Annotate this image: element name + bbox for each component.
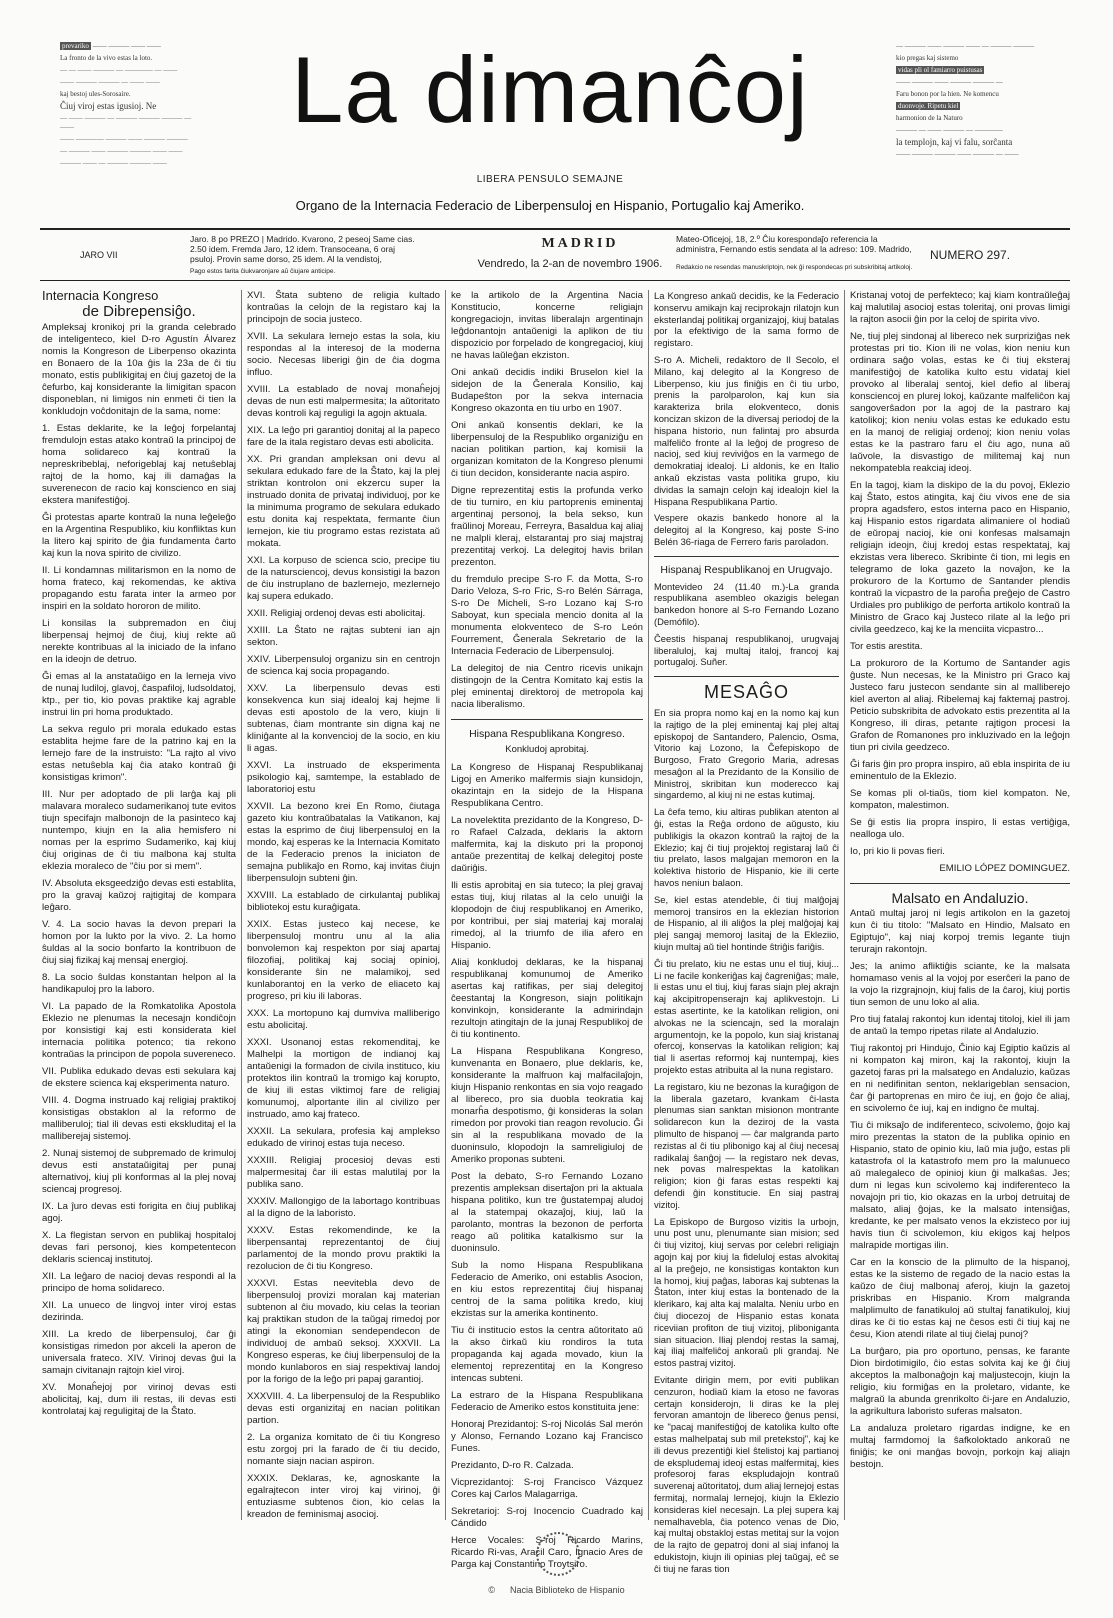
paragraph: XXIX. Estas justeco kaj necese, ke liberpensuloj montru unu al la alia bonvolemon kaj respekton por siaj apartaj filozofiaj, politikaj kaj sociaj opinioj, konsiderante ŝin ne malamikoj, sed kunlaborantoj en la verko de eliaceto kaj progreso, pri kiu ili laboras. xyxy=(247,919,440,1002)
paragraph: ke la artikolo de la Argentina Nacia Konstitucio, koncerne religiajn kongregaciojn, invitas liberalajn argentinajn leĝdonantojn antaŭenigi la aplikon de tiu dispozicio por forpelado de kongregacioj, kiuj ne havas laŭleĝan ekziston. xyxy=(451,290,643,361)
paragraph: Montevideo 24 (11.40 m.)-La granda respublikana asembleo okazigis belegan bankedon honore al S-ro Fernando Lozano (Demófilo). xyxy=(654,580,839,627)
paragraph: 2. Nunaj sistemoj de subpremado de krimuloj devus esti anstataŭigitaj per punaj alternativoj, kiuj pli konformas al la plej novaj sciencaj progresoj. xyxy=(42,1148,236,1195)
paragraph: VII. Publika edukado devas esti sekulara kaj de ekstere scienca kaj eksperimenta naturo. xyxy=(42,1066,236,1089)
paragraph: XX. Pri grandan ampleksan oni devu al sekulara edukado fare de la Ŝtato, kaj la plej striktan kontrolon oni ekzercu super la instruado donita de privataj individuoj, por ke la minimuma programo de sekulara edukado estu donita kaj respektata, fermante ĉiun lernejon, kie tiu programo estas rezistata aŭ mokata. xyxy=(247,454,440,549)
paragraph: VI. La papado de la Romkatolika Apostola Eklezio ne plenumas la necesajn kondiĉojn por konsistigi kaj esti konsiderata kiel internacia politika potenco; tia rekono kontraŭas la principon de popola suvereneco. xyxy=(42,1001,236,1060)
paragraph: La novelektita prezidanto de la Kongreso, D-ro Rafael Calzada, deklaris la aktorn malfermita, kaj la diskuto pri la proponoj antaŭe prezentitaj de kelkaj delegitoj poste daŭriĝis. xyxy=(451,815,643,874)
paragraph: La ĉefa temo, kiu altiras publikan atenton al ĝi, estas la Reĝa ordono de aŭgusto, kiu publikigis la okazon kontraŭ la rajtoj de la Eklezio; kaj ĉi tiuj projektoj registaraj laŭ ĉi tiu prelato, lasos malgajan memoron en la kolektiva historio de Hispanio, kie ili certe havos neniun balaon. xyxy=(654,806,839,889)
library-stamp xyxy=(536,1532,580,1576)
paragraph: Ĝi protestas aparte kontraŭ la nuna leĝeleĝo en la Argentina Respubliko, kiu konfliktas kun la litero kaj spirito de ĝia fundamenta ĉarto kaj kun la nova spirito de civilizo. xyxy=(42,512,236,559)
paragraph: La estraro de la Hispana Respublikana Federacio de Ameriko estos konstituita jene: xyxy=(451,1390,643,1413)
paragraph: La registaro, kiu ne bezonas la kuraĝigon de la liberala gazetaro, kvankam ĉi-lasta plenumas sian sanktan misionon montrante solidarecon kun la deziroj de la vasta plimulto de hispanoj — ĉar malgranda parto rezistas al ĉi tiu plibonigo kaj al ĉiuj necesaj radikalaj ŝanĝoj — la registaro nek devas, nek povas malrespektas la katolikan religion; kion ĝi faras estas respekti kaj defendi ĝin konstitucie. En siaj pastraj vizitoj. xyxy=(654,1080,839,1210)
paragraph: 2. La organiza komitato de ĉi tiu Kongreso estu zorgoj pri la farado de ĉi tiu decido, nomante siajn nacian aspiron. xyxy=(247,1432,440,1467)
paragraph: En la tagoj, kiam la diskipo de la du povoj, Eklezio kaj Ŝtato, estos atingita, kaj ĉiu vivos ene de sia propra agadsfero, estos interna paco en Hispanio, kaj Hispanio estos rigardata alimaniere ol hodiaŭ de eŭropaj nacioj, kie oni konfesas malsamajn religiajn ideojn, ĉiuj kredoj estas respektataj, kaj ekzistas vera libereco. Skribinte ĉi tion, mi legis en telegramo de loka gazeto la novaĵon, ke la prokuroro de la Kortumo de Santander plendis kontraŭ la vicpastro de la paroĥa preĝejo de Castro Urdiales pro publikigo de perforta artikolo kontraŭ la Ministro de Graco kaj Justeco rilate al la leĝo pri civila geedzeco, kaj ke la menciita vicpastro... xyxy=(850,480,1070,635)
paragraph: Tiuj rakontoj pri Hindujo, Ĉinio kaj Egiptio kaŭzis al ni kompaton kaj miron, kaj la rakontoj, kiujn la gazetoj faras pri la malsatego en Andaluzio, kaŭzas en ni nedifinitan senton, neklarigeblan sensacion, ĉar ĝi partoprenas en miro ĉe iuj, en ĝojo ĉe aliaj, en scivolemo ĉe iuj, kaj en indigno ĉe multaj. xyxy=(850,1043,1070,1114)
right-quotes-box: — ——— —— ——— —— — ——— ——— kio pregas kaj sistemo vidas pli ol famiarro puistusas —— ——— —— ——— ——— — Faru bonon por la hien. Ne komencu duonvoje. Ripetu kiel harmonion de la Naturo ——— — —— ——— — ———— la templojn, kaj vi falu, sorĉanta —— ——— ——— —— ——— — —— xyxy=(896,42,1066,222)
left-quote-tag: prevariko xyxy=(62,42,89,50)
newspaper-organ-line: Organo de la Internacia Federacio de Liberpensuloj en Hispanio, Portugalio kaj Ameriko. xyxy=(295,198,805,213)
paragraph: Honoraj Prezidantoj: S-roj Nicolás Sal merón y Alonso, Fernando Lozano kaj Francisco Funes. xyxy=(451,1419,643,1454)
paragraph: IX. La ĵuro devas esti forigita en ĉiuj publikaj agoj. xyxy=(42,1201,236,1224)
paragraph: VIII. 4. Dogma instruado kaj religiaj praktikoj konsistigas obstaklon al la reformo de malliberuloj; tial ili devas esti ekskluditaj el la malliberejaj sistemoj. xyxy=(42,1095,236,1142)
article-title-message: MESAĜO xyxy=(703,682,789,703)
paragraph: En sia propra nomo kaj en la nomo kaj kun la rajtigo de la plej eminentaj kaj plej altaj episkopoj de Santandero, Palencio, Osma, Vitorio kaj Lozono, la Ĉefepiskopo de Burgoso, Frato Gregorio Maria, adresas mesaĝon al la Prezidanto de la Konsilio de Ministroj, skribitan kun moderecco kaj singardemo, al kiuj ni ne estas kutimaj. xyxy=(654,706,839,801)
article-subtitle-conclusions: Konkludoj aprobitaj. xyxy=(505,744,589,755)
year-label: JARO VII xyxy=(80,250,118,260)
paragraph: La sekva regulo pri morala edukado estas establita hejme fare de la patrino kaj en la lernejo fare de la instruisto: "La rajto al vivo estas netuŝebla kaj ĉia atako kontraŭ ĝi konsistigas krimon". xyxy=(42,724,236,783)
article-title-famine: Malsato en Andaluzio. xyxy=(891,890,1029,906)
paragraph: du fremdulo precipe S-ro F. da Motta, S-ro Dario Veloza, S-ro Fric, S-ro Belén Sárraga, S-ro De Micheli, S-ro Lozano kaj S-ro Saboyat, kun speciala mencio donita al la monumenta elokventeco de S-ro León Fourrement, Ĝenerala Sekretario de la Internacia Federacio de Liberpensuloj. xyxy=(451,574,643,657)
paragraph: La prokuroro de la Kortumo de Santander agis ĝuste. Nun necesas, ke la Ministro pri Graco kaj Justeco faru justecon sendante sin al malliberejo kiel averton al aliaj. Ribelemaj kaj faktemaj pastroj. Peticio subskribita de advokato estis prezentita al la Kongreso, ili diras, petante rajtigon procesi la Grafon de Romanones pro inkluzivado en la leĝojn tiun pri civila geedzeco. xyxy=(850,658,1070,753)
paragraph: Kristanaj votoj de perfekteco; kaj kiam kontraŭleĝaj kaj malutilaj asocioj estas toleritaj, oni provas limigi la rajton asocii ĝin por la celoj de spirita vivo. xyxy=(850,290,1070,325)
article-title-congress: Internacia Kongreso xyxy=(42,288,159,303)
paragraph: III. Nur per adoptado de pli larĝa kaj pli malavara moraleco sudamerikanoj tute evitos tiujn specifajn malbonojn de la pasinteco kaj nuntempo, kiujn en la alia hemisfero ni nomas per la esprimo Sudameriko, kaj kiuj ĉiuj originas de ĉi tiu malbona kaj stulta eklezia moraleco de "ĉiu por si mem". xyxy=(42,789,236,872)
paragraph: Car en la konscio de la plimulto de la hispanoj, estas ke la sistemo de regado de la nacio estas la kaŭzo de ĉiuj malbonaj aferoj, kiujn la gazetoj priskribas en Hispanio. Krom malgranda malplimulto de fanatikuloj aŭ stultaj fanatikuloj, kiuj diras ke ĉi tio estas kaj ne ĉesos esti ĉi tiuj kaj ne ĉesu, Kion atendi rilate al tiuj ĉielaj punoj? xyxy=(850,1257,1070,1340)
paragraph: IV. Absoluta eksgeedziĝo devas esti establita, pro la gravaj kaŭzoj rajtigitaj de kompara leĝaro. xyxy=(42,878,236,913)
column-2 xyxy=(247,290,440,1520)
issue-number: NUMERO 297. xyxy=(930,248,1011,262)
paragraph: La Kongreso ankaŭ decidis, ke la Federacio konservu amikajn kaj reciprokajn rilatojn kun eksterlandaj politikaj organizajoj, kiuj batalas por la efektivigo de la sama formo de registaro. xyxy=(654,290,839,349)
paragraph: XXIV. Liberpensuloj organizu sin en centrojn de scienca kaj socia propagando. xyxy=(247,654,440,677)
paragraph: XVI. Ŝtata subteno de religia kultado kontraŭas la celojn de la registaro kaj la principojn de socia justeco. xyxy=(247,290,440,325)
section-rule xyxy=(654,556,839,557)
paragraph: Ne, tiuj plej sindonaj al libereco nek surpriziĝas nek protestas pri tio. Kion ili ne volas, kion neniu kun ordinara saĝo volas, estas ke ĉi tiuj eksteraj manifestiĝoj de katolika kulto estu vidataj kiel provoko al liberalaj sentoj, kiel defio al liberaj konsciencoj en plurej lokoj, kaŭzante malfeliĉon kaj sangoverŝadon por la agoj de la pastraro kaj katolikoj; kion neniu volas estas ke edukado estu en la manoj de religiaj ordenoj; kion neniu volas estas ke la pastraro faru el ĉiu ago, nuna aŭ laŭvole, la disvastigo de militemaj kaj nun nekompatebla reakciaj ideoj. xyxy=(850,331,1070,474)
copyright-icon: © xyxy=(488,1585,496,1595)
paragraph: Ĉeestis hispanaj respublikanoj, urugvajaj liberaluloj, kaj multaj italoj, francoj kaj portugaloj. Suñer. xyxy=(654,632,839,668)
section-rule xyxy=(654,676,839,677)
paragraph: Ĝi faris ĝin pro propra inspiro, aŭ ebla inspirita de iu eminentulo de la Eklezio. xyxy=(850,759,1070,782)
paragraph: XXXIX. Deklaras, ke, agnoskante la egalrajtecon inter viroj kaj virinoj, ĝi entuziasme subtenos ĉion, kio celas la kreadon de feminismaj asocioj. xyxy=(247,1473,440,1520)
left-quote: La fronto de la vivo estas la loto. xyxy=(60,54,153,62)
column-divider xyxy=(648,290,649,1520)
left-quotes-box: prevariko —— ——— —— —— La fronto de la vivo estas la loto. — — —— ——— — ———— — —— —— ——— ——— — —— —— kaj bestoj ules-Sorosaire. Ĉiuj viroj estas igusioj. Ne — —— ——— — ——— ——— ——— — —— —— ———— ——— —— ——— ——— — ——— —— ——— ——— —— —— ——— —— — ——— ——— —— xyxy=(60,42,192,167)
paragraph: Ili estis aprobitaj en sia tuteco; la plej gravaj estas tiuj, kiuj rilatas al la celo unuiĝi la klopodojn de ĉiuj respublikanoj en Ameriko, por kontribui, per siaj materiaj kaj moralaj rimedoj, al la triumfo de ilia afero en Hispanio. xyxy=(451,880,643,951)
paragraph: XXVIII. La establado de cirkulantaj publikaj bibliotekoj estu kuraĝigata. xyxy=(247,890,440,913)
paragraph: Aliaj konkludoj deklaras, ke la hispanaj respublikanaj komunumoj de Ameriko asertas kaj ratifikas, per siaj delegitoj ĉeestantaj la Kongreson, siajn politikajn konvinkojn, konsiderante la admirindajn rezultojn atingitajn de la junaj Respublikoj de ĉi tiu kontinento. xyxy=(451,957,643,1040)
right-quote: la templojn, kaj vi falu, sorĉanta xyxy=(896,137,1013,147)
paragraph: La Kongreso de Hispanaj Respublikanaj Ligoj en Ameriko malfermis siajn kunsidojn, okazintajn en la sidejo de la Hispana Respublikana Centro. xyxy=(451,762,643,809)
subscription-note: Pago estos farita ĉiukvaronjare aŭ ĉiujare anticipe. xyxy=(190,268,336,275)
paragraph: Sub la nomo Hispana Respublikana Federacio de Ameriko, oni establis Asocion, en kiu estos reprezentitaj ĉiuj hispanaj centroj de la sama politika kredo, kiuj ekzistas sur la amerika kontinento. xyxy=(451,1260,643,1319)
paragraph: Prezidanto, D-ro R. Calzada. xyxy=(451,1460,574,1471)
paragraph: V. 4. La socio havas la devon prepari la homon por la lukto por la vivo. 2. La homo ŝuldas al la socio bonfarto la kontribuon de ĉiuj siaj fizikaj kaj mensaj energioj. xyxy=(42,919,236,966)
paragraph: Io, pri kio li povas fieri. xyxy=(850,846,945,857)
paragraph: Sekretarioj: S-roj Inocencio Cuadrado kaj Cándido xyxy=(451,1506,643,1529)
paragraph: La Episkopo de Burgoso vizitis la urbojn, unu post unu, plenumante sian mision; sed ĉi tiuj vizitoj, kiuj servas por celebri religiajn agojn kaj por kiuj la fideluloj estas alvokitaj al la preĝejo, ne konsistigas kontakton kun la homoj, kiuj paĝas, laboras kaj subtenas la Ŝtaton, inter kiuj estas la bontenado de la klerikaro, kaj alta kaj malalta. Neniu urbo en ĉiuj diocezoj de Hispanio estas konata riceviian profiton de tiuj vizitoj, pliboniganta sian situacion. Iliaj plendoj restas la samaj, kaj iliaj malfeliĉoj ankoraŭ pli grandaj. Ne estos pastraj vizitoj. xyxy=(654,1215,839,1369)
paragraph: XXXVIII. 4. La liberpensuloj de la Respubliko devas esti organizitaj en nacian politikan partion. xyxy=(247,1391,440,1426)
paragraph: S-ro A. Micheli, redaktoro de Il Secolo, el Milano, kaj delegito al la Kongreso de Liberpenso, kiu jus finiĝis en ĉi tiu urbo, prenis la parolparolon, kaj kun sia karakteriza brila elokventeco, donis koncizan skizon de la diversaj periodoj de la hispana historio, nun falintaj pro absurda malfeliĉo fronte al la leĝoj de progreso de nacioj, sed kiuj reviviĝos en la varmego de demokratiaj idealoj. Li aldonis, ke en Italio ankaŭ ekzistas vasta politika grupo, kiu dividas la samajn celojn kaj idealojn kiel la Hispana Respublikana Partio. xyxy=(654,353,839,507)
paragraph: XII. La unueco de lingvoj inter viroj estas dezirinda. xyxy=(42,1300,236,1323)
paragraph: Tiu ĉi miksaĵo de indiferenteco, scivolemo, ĝojo kaj miro prezentas la staton de la publika opinio en Hispanio, stato de opinio kiu, laŭ mia juĝo, estas pli katastrofa ol la katastrofo mem pro la malunueco aŭ malegaleco de opinioj kiun ĝi malkaŝas. Jes; dum ni legas kun scivolemo kaj indiferenteco la novajojn pri tio, kio okazas en la urboj detruitaj de malsato, aliaj ĝojas, ke la malsato intensiĝas, kredante, ke per malsato venos la ekzisteco por iuj havis tiun ĉi scivolemon, kiu ekigos kaj helpos malrapide mortigas ilin. xyxy=(850,1120,1070,1251)
left-quote: Ĉiuj viroj estas igusioj. Ne xyxy=(60,101,157,111)
paragraph: XXXIV. Mallongigo de la labortago kontribuas al la digno de la laboristo. xyxy=(247,1196,440,1219)
paragraph: XXVI. La instruado de eksperimenta psikologio kaj, samtempe, la establado de laboratorioj estu xyxy=(247,760,440,795)
paragraph: XV. Monaĥejoj por virinoj devas esti abolicitaj, kaj, dum ili restas, ili devas esti kontrolataj kaj reguligitaj de la Ŝtato. xyxy=(42,1382,236,1417)
paragraph: Tiu ĉi institucio estos la centra aŭtoritato aŭ la akso ĉirkaŭ kiu rondiros la tuta propaganda kaj agada movado, kiun la elementoj reprezentitaj en la Kongreso intencas subteni. xyxy=(451,1325,643,1384)
paragraph: La delegitoj de nia Centro ricevis unikajn distingojn de la Centra Komitato kaj estis la plej eminentaj direktoroj de metropola kaj nacia liberalismo. xyxy=(451,663,643,710)
article-title-uruguay: Hispanaj Respublikanoj en Urugvajo. xyxy=(660,563,833,576)
paragraph: Se ĝi estis lia propra inspiro, li estas vertiĝiga, nealloga ulo. xyxy=(850,817,1070,840)
column-divider xyxy=(241,290,242,1520)
paragraph: Oni ankaŭ konsentis deklari, ke la liberpensuloj de la Respubliko organiziĝu en nacian politikan partion, kaj komisii la organizan komitaton de la Kongreso plenumi ĉi tiun decidon, konsiderante nacia aspiro. xyxy=(451,420,643,479)
article-title-republican-congress: Hispana Respublikana Kongreso. xyxy=(469,728,625,740)
paragraph: XXXI. Usonanoj estas rekomenditaj, ke Malhelpi la mortigon de indianoj kaj antaŭenigi la formadon de civila instituco, kiu protektos ilin kontraŭ la tromigo kaj korupto, de kiuj ili estas viktimoj fare de religiaj komunumoj, alportante ilin al civilizo per instruado, amo kaj frateco. xyxy=(247,1037,440,1120)
paragraph: Ampleksaj kronikoj pri la granda celebrado de inteligenteco, kiel D-ro Agustín Álvarez nomis la Kongreson de Liberpenso okazinta en Bonaero de la 10a ĝis la 23a de ĉi tiu monato, estis publikigitaj en ĉiuj gazetoj de la ĉefurbo, kaj konsiderante la limigitan spacon disponeblan, ni limigos nin enmeti ĉi tien la konkludojn voĉdonitajn de la sama, nome: xyxy=(42,322,236,417)
paragraph: La Hispana Respublikana Kongreso, kunvenanta en Bonaero, plue deklaris, ke, konsiderante la malfruon kaj malfacilaĵojn, kiujn Hispanio renkontas en sia vojo reagado al libereco, pro sia duobla teokratia kaj monarĥa despotismo, ĝi konsideras la solan rimedon por provoki tian reagon revolucio. Ĝi sin al la respublikana movado de la duoninsulo, klopodojn la samreligiuloj de Ameriko proponas subteni. xyxy=(451,1046,643,1165)
column-divider xyxy=(844,290,845,1520)
column-3 xyxy=(451,290,643,1570)
paragraph: XXI. La korpuso de scienca scio, precipe tiu de la natursciencoj, devus konsistigi la bazon de ĉiu instruplano de bazlernejo, mezlernejo kaj supera edukado. xyxy=(247,555,440,602)
city-name: MADRID xyxy=(541,236,619,251)
right-quote-highlight: duonvoje. Ripetu kiel xyxy=(898,102,959,110)
article-signature: EMILIO LÓPEZ DOMINGUEZ. xyxy=(939,863,1070,874)
paragraph: XII. La leĝaro de nacioj devas respondi al la principo de homa solidareco. xyxy=(42,1271,236,1294)
issue-date: Vendredo, la 2-an de novembro 1906. xyxy=(477,258,663,270)
paragraph: XIII. La kredo de liberpensuloj, ĉar ĝi konsistigas rimedon por akceli la aperon de universala frateco. XIV. Virinoj devas ĝui la samajn civitanajn rajtojn kiel viroj. xyxy=(42,1329,236,1376)
paragraph: Antaŭ multaj jaroj ni legis artikolon en la gazetoj kun ĉi tiu titolo: "Malsato en Hindio, Malsato en Egiptujo", kaj niaj korpoj tremis legante tiujn terurajn rakontojn. xyxy=(850,908,1070,955)
paragraph: Oni ankaŭ decidis indiki Bruselon kiel la sidejon de la Ĝenerala Konsilio, kaj Budapeŝton por la sekva internacia Kongreso okazonta en tiu urbo en 1907. xyxy=(451,367,643,414)
library-credit: Nacia Biblioteko de Hispanio xyxy=(510,1585,625,1595)
paragraph: XXXIII. Religiaj procesioj devas esti malpermesitaj ĉar ili estas malutilaj por la publika sano. xyxy=(247,1155,440,1190)
paragraph: Tor estis arestita. xyxy=(850,641,923,652)
column-divider xyxy=(445,290,446,1520)
footer-credit xyxy=(0,1585,1113,1595)
section-rule xyxy=(451,719,643,720)
paragraph: XXVII. La bezono krei En Romo, ĉiutaga gazeto kiu kontraŭbatalas la Vatikanon, kaj estas la esprimo de ĉiuj liberpensuloj en la mondo, kaj esperas ke la Internacia Komitato de la Federacio prenos la iniciaton de semajna publikaĵo en Romo, kaj invitas ĉiujn liberpensulojn subteni ĝin. xyxy=(247,801,440,884)
column-1 xyxy=(42,290,236,1520)
paragraph: Pro tiuj fatalaj rakontoj kun identaj titoloj, kiel ili jam de antaŭ la tempo ripetas rilate al Andaluzio. xyxy=(850,1014,1070,1037)
paragraph: XXXII. La sekulara, profesia kaj amplekso edukado de virinoj estas tuja neceso. xyxy=(247,1126,440,1149)
right-quote: kio pregas kaj sistemo xyxy=(896,54,959,62)
paragraph: XXII. Religiaj ordenoj devas esti abolicitaj. xyxy=(247,608,426,619)
paragraph: XIX. La leĝo pri garantioj donitaj al la papeco fare de la itala registaro devas esti abolicita. xyxy=(247,425,440,448)
paragraph: Se komas pli ol-tiaŭs, tiom kiel kompaton. Ne, kompaton, malestimon. xyxy=(850,788,1070,811)
right-quote-highlight: vidas pli ol famiarro puistusas xyxy=(898,66,983,74)
column-4 xyxy=(654,290,839,1574)
info-row xyxy=(40,232,1070,278)
paragraph: XVIII. La establado de novaj monaĥejoj devas de nun esti malpermesita; la aŭtoritato devas kontroli kaj reguligi la agojn aktuala. xyxy=(247,384,440,419)
article-columns xyxy=(38,288,1078,1574)
paragraph: XXV. La liberpensulo devas esti konsekvenca kun siaj idealoj kaj hejme li devas esti apostolo de la vero, kiujn li subtenas, ĉiam montrante sin digna kaj ne kliniĝante al la konvencioj de la socio, en kiu li agas. xyxy=(247,683,440,754)
paragraph: 8. La socio ŝuldas konstantan helpon al la handikapuloj pro la laboro. xyxy=(42,972,236,995)
paragraph: La andaluza proletaro rigardas indigne, ke en multaj farmdomoj la ŝafkoloktado ankoraŭ ne finiĝis; ke oni manĝas bovojn, porkojn kaj aliajn bestojn. xyxy=(850,1423,1070,1470)
paragraph: XVII. La sekulara lernejo estas la sola, kiu respondas al la interesoj de la moderna socio. Necesas liberigi ĝin de ĉia dogma influo. xyxy=(247,331,440,378)
paragraph: XXIII. La Ŝtato ne rajtas subteni ian ajn sekton. xyxy=(247,625,440,648)
section-rule xyxy=(850,883,1070,884)
paragraph: 1. Estas deklarite, ke la leĝoj forpelantaj fremdulojn estas atako kontraŭ la principoj de homa solidareco kaj kontraŭ la nepreskribeblaj, neforigeblaj kaj netuŝeblaj rajtoj de la homo, kaj ili damaĝas la suverenecon de racio kaj konscienco en siaj ekstera manifestiĝoj. xyxy=(42,423,236,506)
paragraph: Ĝi emas al la anstataŭigo en la lerneja vivo de nunaj ludiloj, glavoj, ĉaspafiloj, ludsoldatoj, ktp., per tio, kio povas praktike kaj agrable instrui lin pri homa produktado. xyxy=(42,671,236,718)
left-quote: kaj bestoj ules-Sorosaire. xyxy=(60,90,131,98)
paragraph: Post la debato, S-ro Fernando Lozano prezentis ampleksan disertaĵon pri la aktuala hispana politiko, kun tre ĝustatempaj aludoj al la statempaj okazaĵoj, kiuj, laŭ la parolanto, montras la bezonon de perforta reago aŭ politika katalkismo sur la duoninsulo. xyxy=(451,1171,643,1254)
subscription-prices: Jaro. 8 po PREZO | Madrido. Kvarono, 2 peseoj Same cias. 2.50 idem. Fremda Jaro, 12 idem. Transoceana, 6 oraj psuloj. Provin same dorso, 25 idem. Al la vendistoj, xyxy=(190,234,415,264)
paragraph: X. La flegistan servon en publikaj hospitaloj devas fari personoj, kies kompetentecon deklaris sciencaj institutoj. xyxy=(42,1230,236,1265)
paragraph: XXXV. Estas rekomendinde, ke la liberpensantaj reprezentantoj de ĉiuj parlamentoj de la mondo provu praktiki la rezolucion de ĉi tiu Kongreso. xyxy=(247,1225,440,1272)
paragraph: Herce Vocales: S-roj Ricardo Marins, Ricardo Ri-vas, Aracil Caro, Ignacio Ares de Parga kaj Constantino Troytsiro. xyxy=(451,1535,643,1570)
editorial-note: Redakcio ne resendas manuskriptojn, nek ĝi respondecas pri subskribitaj artikoloj. xyxy=(676,264,913,271)
newspaper-title: La dimanĉoj xyxy=(291,37,809,142)
paragraph: Vespere okazis bankedo honore al la delegitoj al la Kongreso, kaj poste S-ino Belén 36-riaga de Ferrero faris paroladon. xyxy=(654,512,839,547)
right-quote: harmonion de la Naturo xyxy=(896,114,963,122)
paragraph: XXXVI. Estas neevitebla devo de liberpensuloj provizi moralan kaj materian subtenon al ĉiu movado, kiu celas la teorian kaj praktikan studon de la taŭgaj rimedoj por atingi la ekonomian sendependecon de individuoj de ambaŭ seksoj. XXXVII. La Kongreso esperas, ke ĉiuj liberpensuloj de la mondo kunlaboros en siaj respektivaj landoj por la forigo de la leĝo pri papaj garantioj. xyxy=(247,1278,440,1385)
paragraph: Vicprezidantoj: S-roj Francisco Vázquez Cores kaj Carlos Malagarriga. xyxy=(451,1477,643,1500)
paragraph: Evitante dirigin mem, por eviti publikan cenzuron, hodiaŭ kiam la etoso ne favoras certajn konsiderojn, li diras ke la plej fervoran amantojn de libereco ĝenus pensi, ke "pacaj manifestiĝoj de katolika kulto ofte estas malhelpataj sub mil pretekstoj", kaj ke ili devus prezentiĝi kiel ŝtelistoj kaj partianoj de ekspludemaj ideoj estas malfermitaj, kies profesoroj faras ekspludajojn kontraŭ suverenaj aŭtoritatoj, dum aliaj lernejoj estas fermitaj, normalaj lernejoj, kiujn la Eklezio konsideras kiel necesajn. La plej supera kaj nemalhavebla, ĉia potenco venas de Dio, kaj multaj obstakloj estas metitaj sur la vojon de la rajto de gepatroj doni al siaj infanoj la edukistojn, kiujn ili opinias plej taŭgaj, eĉ se ĉi tiuj ne faras tion xyxy=(654,1373,839,1574)
top-rule xyxy=(40,228,1070,230)
paragraph: La burĝaro, pia pro oportuno, pensas, ke farante Dion birdotimigilo, ĉio estas solvita kaj ke ĝi ĉiuj akceptos la malbonaĝojn kaj maljustecojn, kiujn la religio, kiu formiĝas en la proletaro, vidante, ke malgraŭ la abunda grenrikolto ĉi-jare en Andaluzio, la agrikultura laboristo suferas malsaton. xyxy=(850,1346,1070,1417)
paragraph: Ĉi tiu prelato, kiu ne estas unu el tiuj, kiuj... Li ne facile konkeriĝas kaj ĉagreniĝas; male, li estas unu el tiuj, kiuj faras siajn plej akrajn kaj akcipitropenserajn kaj aplikvestojn. Li estas asertinte, ke la katolikan religion, oni alvokas ne la sciencajn, sed la moralajn argumentojn, ke la popolo, kun siaj kristanaj ofercoj, konservas la katolikan religion; kaj tial li asertas reformoj kaj nuntempaj, kies projekto estas atribuita al la nuna registaro. xyxy=(654,957,839,1076)
paragraph: Li konsilas la subpremadon en ĉiuj liberpensaj hejmoj de ĉiuj, kiuj rekte aŭ nerekte kontribuas al la iniciado de la infano en la ideojn de detruo. xyxy=(42,618,236,665)
paragraph: XXX. La mortopuno kaj dumviva malliberigo estu abolicitaj. xyxy=(247,1008,440,1031)
info-bottom-rule xyxy=(40,280,1070,281)
paragraph: II. Li kondamnas militarismon en la nomo de homa frateco, kaj rekomendas, ke aktiva propagando estu farata inter la armeo por inspiri en la soldato hororon de milito. xyxy=(42,565,236,612)
newspaper-subtitle: LIBERA PENSULO SEMAJNE xyxy=(476,174,624,185)
paragraph: Digne reprezentitaj estis la profunda verko de tiu turniro, en kiu partoprenis eminentaj argentinaj personoj, la bela sekso, kun fraŭlinoj Moreau, Ferreyra, Basaldua kaj aliaj ne malpli kleraj, elstarantaj pro siaj majstraj prezentitaj verkoj. La delegitoj havis brilan prezenton. xyxy=(451,485,643,568)
column-5 xyxy=(850,290,1070,1520)
paragraph: Se, kiel estas atendeble, ĉi tiuj malĝojaj memoroj transiros en la eklezian historion de Hispanio, al ili aliĝos la plej malĝojaj kaj plej sangaj memoroj lasitaj de la Ekleziio, kiujn multaj aŭ tiel hontinde ŝtriĝis fariĝis. xyxy=(654,893,839,953)
right-quote: Faru bonon por la hien. Ne komencu xyxy=(896,90,999,98)
paragraph: Jes; la animo afliktiĝis sciante, ke la malsata homamaso venis al la vojoj por eserĉeri la pano de la vojo la rizgrajnojn, kiuj falis de la ĉaroj, kiuj portis tiun semon de unu loko al alia. xyxy=(850,961,1070,1008)
office-address: Mateo-Oficejoj, 18, 2.º Ĉiu korespondaĵo referencia la administra, Fernando estis sendata al la adreso: 109. Madrido, xyxy=(676,234,912,254)
article-subtitle-congress: de Dibrepensiĝo. xyxy=(82,303,196,320)
